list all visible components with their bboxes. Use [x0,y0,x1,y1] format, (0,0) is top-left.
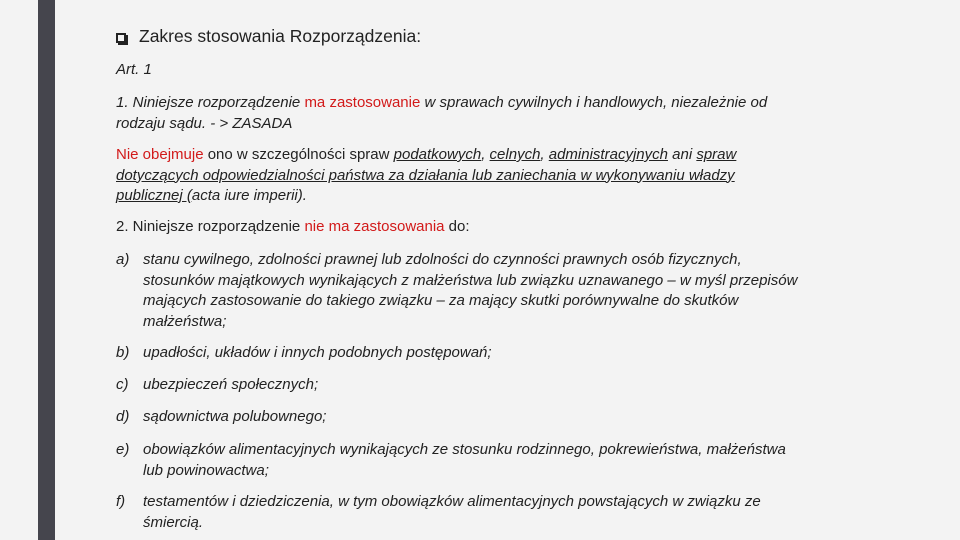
para1-line2: rodzaju sądu. - > ZASADA [116,114,293,132]
list-item-f [116,492,903,533]
checkbox-bullet-icon [116,33,126,43]
para2-text1: ono w szczególności spraw [203,146,394,163]
para2-cases: spraw [696,146,737,163]
list-line: stanu cywilnego, zdolności prawnej lub zdolności do czynności prawnych osób fizycznych, [143,251,742,268]
list-line: sądownictwa polubownego; [143,408,327,425]
para2-line3-underlined: publicznej ( [116,187,192,204]
list-line: śmiercią. [143,513,204,531]
list-line: obowiązków alimentacyjnych wynikających ze stosunku rodzinnego, pokrewieństwa, małżeństwa [143,441,786,458]
para2-sep1: , [481,146,490,163]
list-item-d [116,407,903,428]
list-label: b) [116,344,130,361]
list-text [143,250,903,332]
list-line: lub powinowactwa; [143,461,269,479]
article-label: Art. 1 [116,61,152,78]
para2-customs: celnych [489,146,541,163]
list-label: d) [116,408,130,425]
paragraph-1 [116,93,767,134]
list-line: upadłości, układów i innych podobnych postępowań; [143,344,492,361]
list-item-b [116,343,903,364]
para3-prefix: 2. Niniejsze rozporządzenie [116,218,305,235]
list-label: a) [116,251,130,268]
para2-text2: ani [667,146,697,163]
list-text [143,492,903,533]
slide-title-row [116,26,421,47]
para2-administrative: administracyjnych [548,146,668,163]
para2-line2: dotyczących odpowiedzialności państwa za działania lub zaniechania w wykonywaniu władzy [116,166,735,184]
para3-suffix: do: [444,218,470,235]
list-line: mających zastosowanie do takiego związku – za mający skutki porównywalne do skutków [143,292,739,309]
paragraph-2 [116,145,736,207]
list-item-a [116,250,903,332]
para1-rest: w sprawach cywilnych i handlowych, niezależnie od [420,94,768,111]
list-line: testamentów i dziedziczenia, w tym obowiązków alimentacyjnych powstających w związku ze [143,493,761,510]
list-label: f) [116,493,126,510]
para1-prefix: 1. Niniejsze rozporządzenie [116,94,305,111]
para2-sep2: , [540,146,549,163]
list-line: stosunków majątkowych wynikających z małżeństwa lub związku uznawanego – w myśl przepisów [143,271,798,289]
para2-tax: podatkowych [393,146,482,163]
list-item-e [116,440,903,481]
paragraph-3 [116,217,470,238]
list-label: e) [116,441,130,458]
sidebar-bar [38,0,55,540]
list-label: c) [116,376,129,393]
para3-highlight: nie ma zastosowania [304,218,445,235]
slide-title: Zakres stosowania Rozporządzenia: [139,26,422,46]
list-line: małżeństwa; [143,312,227,330]
list-text [143,343,903,364]
list-line: ubezpieczeń społecznych; [143,376,319,393]
para1-highlight: ma zastosowanie [304,94,421,111]
para2-line3-rest: acta iure imperii). [191,187,307,204]
list-text [143,375,903,396]
list-text [143,440,903,481]
list-item-c [116,375,903,396]
list-text [143,407,903,428]
para2-highlight: Nie obejmuje [116,146,204,163]
